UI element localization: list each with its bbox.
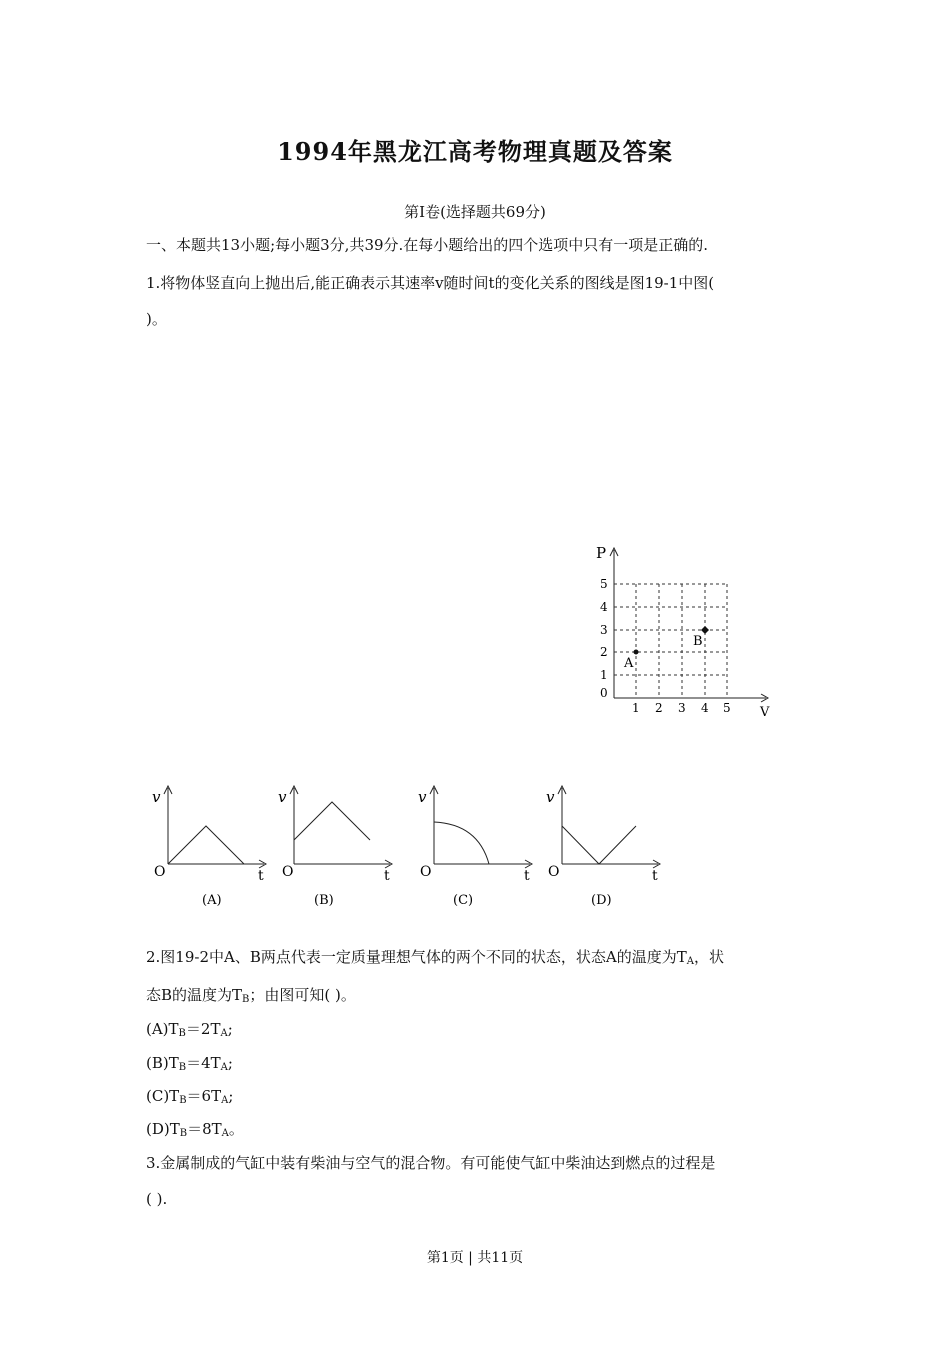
graph-b-curve xyxy=(294,802,370,840)
graph-b-origin: O xyxy=(282,864,294,880)
graph-c-curve xyxy=(434,822,489,864)
p-tick-1: 1 xyxy=(600,668,608,682)
p-tick-3: 3 xyxy=(600,623,608,637)
vt-graphs xyxy=(148,782,678,917)
graph-d-v-label: v xyxy=(546,788,555,806)
graph-c-origin: O xyxy=(420,864,432,880)
question-2-line-1: 2.图19-2中A、B两点代表一定质量理想气体的两个不同的状态，状态A的温度为$T_A$，状 xyxy=(146,948,724,967)
p-tick-5: 5 xyxy=(600,577,608,591)
graph-c-t-label: t xyxy=(524,868,530,884)
page-title: 1994年黑龙江高考物理真题及答案 xyxy=(277,137,673,166)
p-tick-2: 2 xyxy=(600,645,608,659)
question-3-line-2: ( ). xyxy=(146,1190,168,1208)
graph-a-t-label: t xyxy=(258,868,264,884)
graph-d-caption: (D) xyxy=(591,893,612,908)
v-tick-2: 2 xyxy=(655,701,663,715)
q2-option-a: $(A)T_B=2T_A$; xyxy=(146,1020,233,1039)
p-axis-label: P xyxy=(596,544,607,562)
v-tick-4: 4 xyxy=(701,701,709,715)
q2-option-c: $(C)T_B=6T_A$; xyxy=(146,1087,234,1106)
instruction-text: 一、本题共13小题;每小题3分,共39分.在每小题给出的四个选项中只有一项是正确的. xyxy=(146,236,709,254)
state-a-point xyxy=(634,650,639,655)
v-tick-1: 1 xyxy=(632,701,640,715)
pv-grid xyxy=(614,584,727,698)
pv-diagram xyxy=(580,540,780,720)
graph-d-origin: O xyxy=(548,864,560,880)
graph-b-caption: (B) xyxy=(314,893,334,908)
question-2-line-2: 态B的温度为$T_B$；由图可知( )。 xyxy=(146,986,356,1005)
question-1-line-1: 1.将物体竖直向上抛出后,能正确表示其速率v随时间t的变化关系的图线是图19-1中图( xyxy=(146,274,715,292)
graph-c-caption: (C) xyxy=(453,893,474,908)
v-tick-3: 3 xyxy=(678,701,686,715)
section-heading: 第Ⅰ卷(选择题共69分) xyxy=(404,203,546,221)
q2-option-b: $(B)T_B=4T_A$; xyxy=(146,1054,233,1073)
p-tick-0: 0 xyxy=(600,686,608,700)
graph-b-v-label: v xyxy=(278,788,287,806)
state-b-point xyxy=(701,626,709,634)
graph-a-v-label: v xyxy=(152,788,161,806)
graph-a-origin: O xyxy=(154,864,166,880)
graph-a-curve xyxy=(168,826,244,864)
p-tick-4: 4 xyxy=(600,600,608,614)
state-b-label: B xyxy=(693,634,703,649)
question-3-line-1: 3.金属制成的气缸中装有柴油与空气的混合物。有可能使气缸中柴油达到燃点的过程是 xyxy=(146,1154,716,1172)
page-footer: 第1页 | 共11页 xyxy=(426,1250,524,1266)
q2-option-d: $(D)T_B=8T_A$。 xyxy=(146,1120,244,1139)
graph-d-t-label: t xyxy=(652,868,658,884)
v-tick-5: 5 xyxy=(723,701,731,715)
graph-b-t-label: t xyxy=(384,868,390,884)
graph-c-v-label: v xyxy=(418,788,427,806)
graph-a-caption: (A) xyxy=(202,893,222,908)
question-1-line-2: )。 xyxy=(146,310,167,328)
graph-d-curve xyxy=(562,826,636,864)
state-a-label: A xyxy=(624,656,634,671)
v-axis-label: V xyxy=(760,705,770,720)
